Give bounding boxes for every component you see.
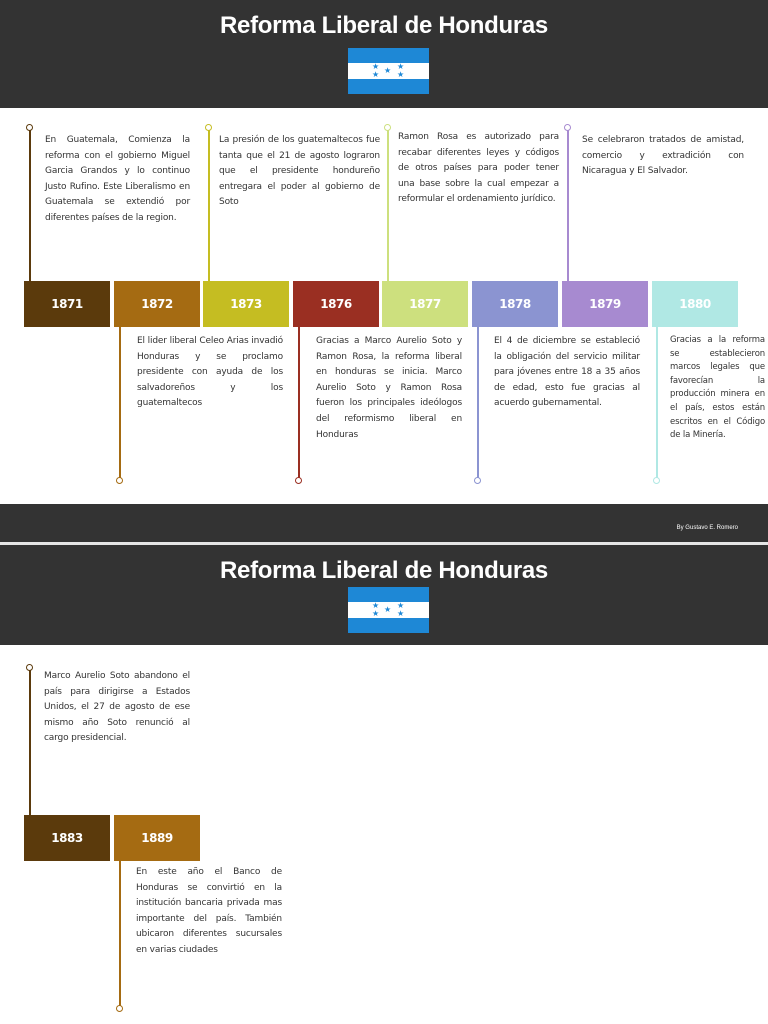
event-text-1876: Gracias a Marco Aurelio Soto y Ramon Rosa, la reforma liberal en honduras se inicia. Marco Aurelio Soto y Ramon Rosa fueron los principales ideólogos del reformismo liberal en Honduras (316, 336, 462, 440)
event-text-1889: En este año el Banco de Honduras se convirtió en la institución bancaria privada mas importante del país. También ubicaron diferentes sucursales en varias ciudades (136, 867, 282, 955)
connector-line-1877 (387, 128, 389, 282)
slide-title: Reforma Liberal de Honduras (220, 557, 548, 584)
event-text-1872: El lider liberal Celeo Arias invadió Honduras y se proclamo presidente con ayuda de los salvadoreños y los guatemaltecos (137, 336, 283, 409)
connector-line-1883 (29, 668, 31, 816)
year-box-1873: 1873 (203, 281, 289, 327)
connector-dot-1871 (26, 124, 33, 131)
year-box-1871: 1871 (24, 281, 110, 327)
connector-line-1880 (656, 327, 658, 479)
year-box-1876: 1876 (293, 281, 379, 327)
event-text-1878: El 4 de diciembre se estableció la obligación del servicio militar para jóvenes entre 18 a 35 años de edad, esto fue gracias al acuerdo gubernamental. (494, 336, 640, 409)
event-text-1880: Gracias a la reforma se establecieron marcos legales que favorecían la producción minera en el país, estos están escritos en el Código de la Minería. (670, 335, 765, 441)
connector-dot-1883 (26, 664, 33, 671)
connector-line-1879 (567, 128, 569, 282)
slide-title: Reforma Liberal de Honduras (220, 12, 548, 39)
slide-header (0, 0, 768, 108)
year-box-1880: 1880 (652, 281, 738, 327)
year-box-1878: 1878 (472, 281, 558, 327)
year-box-1872: 1872 (114, 281, 200, 327)
connector-dot-1873 (205, 124, 212, 131)
event-text-1879: Se celebraron tratados de amistad, comercio y extradición con Nicaragua y El Salvador. (582, 135, 744, 177)
connector-dot-1877 (384, 124, 391, 131)
year-box-1877: 1877 (382, 281, 468, 327)
connector-line-1872 (119, 327, 121, 479)
connector-dot-1872 (116, 477, 123, 484)
honduras-flag: ★ ★ ★ ★ ★ (348, 587, 429, 633)
connector-dot-1876 (295, 477, 302, 484)
year-box-1879: 1879 (562, 281, 648, 327)
connector-dot-1878 (474, 477, 481, 484)
honduras-flag: ★ ★ ★ ★ ★ (348, 48, 429, 94)
event-text-1883: Marco Aurelio Soto abandono el país para dirigirse a Estados Unidos, el 27 de agosto de ese mismo año Soto renunció al cargo presidencial. (44, 671, 190, 744)
timeline-slide-2 (0, 545, 768, 1024)
connector-dot-1879 (564, 124, 571, 131)
connector-line-1873 (208, 128, 210, 282)
year-box-1889: 1889 (114, 815, 200, 861)
year-box-1883: 1883 (24, 815, 110, 861)
connector-line-1876 (298, 327, 300, 479)
slide-footer (0, 504, 768, 542)
event-text-1871: En Guatemala, Comienza la reforma con el gobierno Miguel Garcia Grandos y lo continuo Justo Rufino. Este Liberalismo en Guatemala se extendió por diferentes países de la region. (45, 135, 190, 223)
event-text-1877: Ramon Rosa es autorizado para recabar diferentes leyes y códigos de otros países para poder tener una base sobre la cual empezar a reformular el ordenamiento jurídico. (398, 132, 559, 205)
connector-line-1871 (29, 128, 31, 282)
connector-dot-1889 (116, 1005, 123, 1012)
event-text-1873: La presión de los guatemaltecos fue tanta que el 21 de agosto lograron que el presidente hondureño entregara el poder al gobierno de Soto (219, 135, 380, 208)
connector-dot-1880 (653, 477, 660, 484)
author-credit: By Gustavo E. Romero (676, 525, 738, 531)
slide-header (0, 545, 768, 645)
connector-line-1889 (119, 858, 121, 1008)
connector-line-1878 (477, 327, 479, 479)
